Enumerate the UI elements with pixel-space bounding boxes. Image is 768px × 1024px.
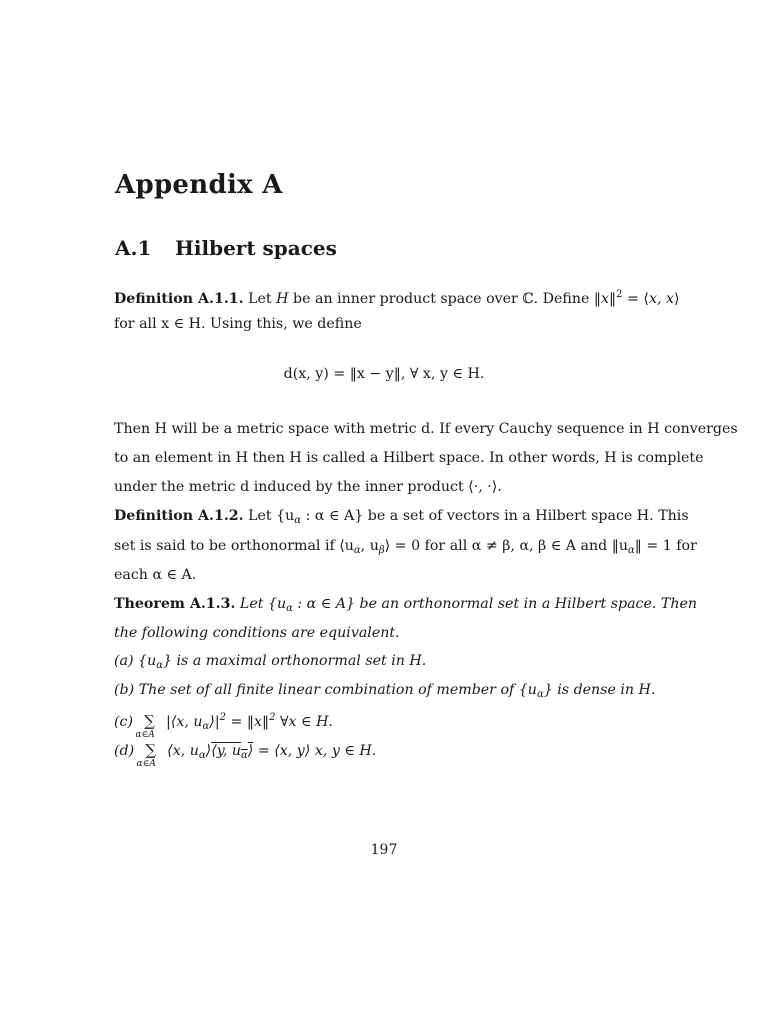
- theorem-line-2: the following conditions are equivalent.: [114, 625, 400, 641]
- definition-1-line-2: for all x ∈ H. Using this, we define: [114, 316, 362, 332]
- condition-d: (d) ∑ α∈A ⟨x, $u_\alpha⟩⟨y$, $u_\alpha⟩$ = ⟨x, y⟩ x, y ∈ H.: [114, 741, 377, 769]
- definition-1-label: Definition A.1.1.: [114, 291, 244, 307]
- theorem-line-1: Theorem A.1.3. Let {$u_\alpha$ : α ∈ A} be an orthonormal set in a Hilbert space. Then: [114, 596, 698, 614]
- definition-2-label: Definition A.1.2.: [114, 508, 244, 524]
- definition-2-line-1: Definition A.1.2. Let {$u_\alpha$ : α ∈ A} be a set of vectors in a Hilbert space H. This: [114, 508, 689, 526]
- sum-symbol: ∑ α∈A: [135, 712, 155, 740]
- condition-c: (c) ∑ α∈A |⟨x, $u_\alpha⟩|^2$ = ‖x‖$^2$ ∀x ∈ H.: [114, 712, 333, 740]
- conjugate-term: ⟨y, $u_\alpha⟩$: [211, 743, 254, 761]
- paragraph-line-3: under the metric d induced by the inner product ⟨·, ·⟩.: [114, 479, 502, 495]
- metric-equation: d(x, y) = ‖x − y‖, ∀ x, y ∈ H.: [283, 366, 485, 382]
- condition-a: (a) $\{u_\alpha\}$ is a maximal orthonormal set in H.: [114, 653, 427, 671]
- paragraph-line-2: to an element in H then H is called a Hilbert space. In other words, H is complete: [114, 450, 704, 466]
- section-heading: [115, 236, 337, 260]
- definition-2-line-3: each α ∈ A.: [114, 567, 197, 583]
- section-title: Hilbert spaces: [175, 236, 337, 260]
- paragraph-line-1: Then H will be a metric space with metric d. If every Cauchy sequence in H converges: [114, 421, 738, 437]
- condition-b: (b) The set of all finite linear combination of member of $\{u_\alpha\}$ is dense in H.: [114, 682, 656, 700]
- definition-1-line-1: Definition A.1.1. Let H be an inner product space over ℂ. Define ‖x‖$^2$ = ⟨x, x⟩: [114, 289, 680, 307]
- page-number: 197: [370, 842, 398, 858]
- chapter-title: Appendix A: [115, 170, 283, 200]
- sum-symbol: ∑ α∈A: [136, 741, 157, 769]
- section-number: A.1: [115, 236, 152, 260]
- definition-2-line-2: set is said to be orthonormal if $⟨u_\alpha$, $u_\beta⟩ = 0$ for all α ≠ β, α, β ∈ A and $‖u_\alpha‖ = 1$ for: [114, 538, 697, 556]
- theorem-label: Theorem A.1.3.: [114, 596, 236, 612]
